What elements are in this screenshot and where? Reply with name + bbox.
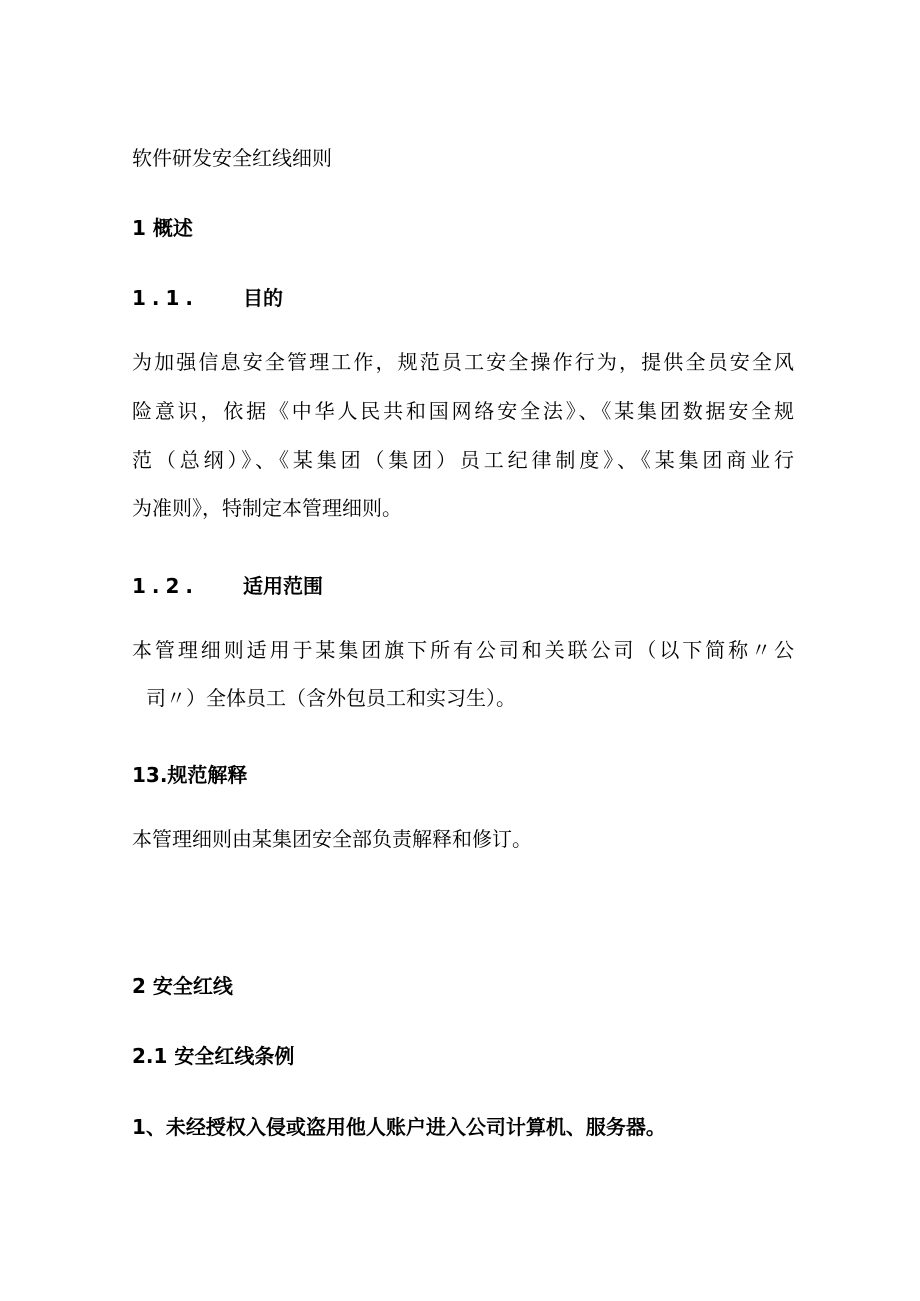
section-2-1-heading: 2.1 安全红线条例	[132, 1044, 295, 1068]
section-1-3-heading: 13.规范解释	[132, 763, 248, 787]
section-1-1-heading	[132, 284, 283, 312]
paragraph-line: 本管理细则由某集团安全部负责解释和修订。	[132, 827, 532, 851]
section-2-heading: 2 安全红线	[132, 974, 233, 998]
section-1-1-number: 1.1.	[132, 286, 200, 310]
paragraph-line: 险意识，依据《中华人民共和国网络安全法》、《某集团数据安全规	[132, 399, 794, 423]
rule-item: 1、未经授权入侵或盗用他人账户进入公司计算机、服务器。	[132, 1115, 666, 1139]
section-1-2-number: 1.2.	[132, 574, 200, 598]
paragraph-line: 为加强信息安全管理工作，规范员工安全操作行为，提供全员安全风	[132, 350, 794, 374]
section-1-1-title: 目的	[243, 286, 283, 310]
section-1-heading: 1 概述	[132, 216, 193, 240]
paragraph-line: 为准则》，特制定本管理细则。	[132, 496, 402, 520]
paragraph-line: 范（总纲）》、《某集团（集团）员工纪律制度》、《某集团商业行	[132, 448, 794, 472]
section-1-2-title: 适用范围	[243, 574, 323, 598]
section-1-2-heading	[132, 572, 323, 600]
document-title: 软件研发安全红线细则	[132, 146, 332, 170]
paragraph-line: 本管理细则适用于某集团旗下所有公司和关联公司（以下简称〃公	[132, 638, 794, 662]
paragraph-line: 司〃）全体员工（含外包员工和实习生）。	[146, 686, 516, 710]
